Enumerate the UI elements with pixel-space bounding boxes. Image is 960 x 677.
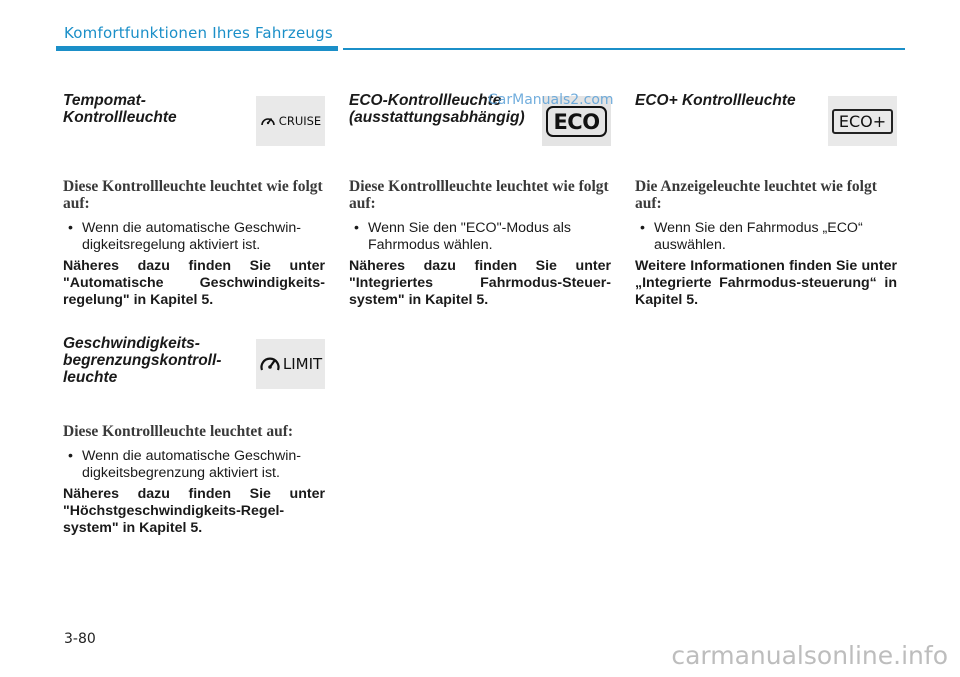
cruise-speedometer-icon (260, 114, 276, 128)
eco-plus-intro: Die Anzeigeleuchte leuchtet wie folgt auf: (635, 178, 877, 212)
eco-plus-note: Weitere Informationen finden Sie unter „Integrierte Fahrmodus-steuerung“ in Kapitel 5. (635, 258, 897, 308)
eco-plus-title: ECO+ Kontrollleuchte (635, 92, 796, 109)
column-right (635, 92, 897, 309)
limit-speedometer-icon (259, 354, 281, 374)
cruise-indicator-label: CRUISE (278, 114, 322, 128)
cruise-title: Tempomat-Kontrollleuchte (63, 92, 177, 126)
limit-section-header (63, 335, 325, 397)
footer-watermark: carmanualsonline.info (671, 641, 948, 670)
column-middle (349, 92, 611, 309)
header-rule-thin (343, 48, 905, 50)
eco-indicator-label: ECO (546, 106, 606, 137)
limit-note: Näheres dazu finden Sie unter "Höchstgeschwindigkeits-Regel-system" in Kapitel 5. (63, 486, 325, 536)
eco-plus-indicator-label: ECO+ (832, 109, 893, 134)
limit-title: Geschwindigkeits-begrenzungskontroll-leuchte (63, 335, 222, 386)
eco-intro: Diese Kontrollleuchte leuchtet wie folgt auf: (349, 178, 609, 212)
page-number: 3-80 (64, 631, 96, 647)
eco-plus-indicator (828, 96, 897, 146)
eco-plus-bullet: • Wenn Sie den Fahrmodus „ECO“ auswählen. (635, 220, 897, 254)
cruise-indicator (256, 96, 325, 146)
limit-bullet: • Wenn die automatische Geschwin-digkeitsbegrenzung aktiviert ist. (63, 448, 325, 482)
cruise-note: Näheres dazu finden Sie unter "Automatische Geschwindigkeits-regelung" in Kapitel 5. (63, 258, 325, 308)
limit-section (63, 335, 325, 537)
header-title: Komfortfunktionen Ihres Fahrzeugs (64, 24, 333, 42)
cruise-section-header (63, 92, 325, 148)
cruise-bullet: • Wenn die automatische Geschwin-digkeitsregelung aktiviert ist. (63, 220, 325, 254)
top-watermark: CarManuals2.com (488, 92, 614, 108)
limit-indicator (256, 339, 325, 389)
header-rule-thick (56, 46, 338, 51)
column-left (63, 92, 325, 537)
eco-plus-section-header (635, 92, 897, 148)
limit-indicator-label: LIMIT (282, 355, 323, 373)
eco-note: Näheres dazu finden Sie unter "Integriertes Fahrmodus-Steuer-system" in Kapitel 5. (349, 258, 611, 308)
eco-bullet: • Wenn Sie den "ECO"-Modus als Fahrmodus wählen. (349, 220, 611, 254)
limit-intro: Diese Kontrollleuchte leuchtet auf: (63, 423, 294, 440)
cruise-intro: Diese Kontrollleuchte leuchtet wie folgt auf: (63, 178, 323, 212)
eco-title: ECO-Kontrollleuchte (ausstattungsabhängig) (349, 92, 525, 126)
